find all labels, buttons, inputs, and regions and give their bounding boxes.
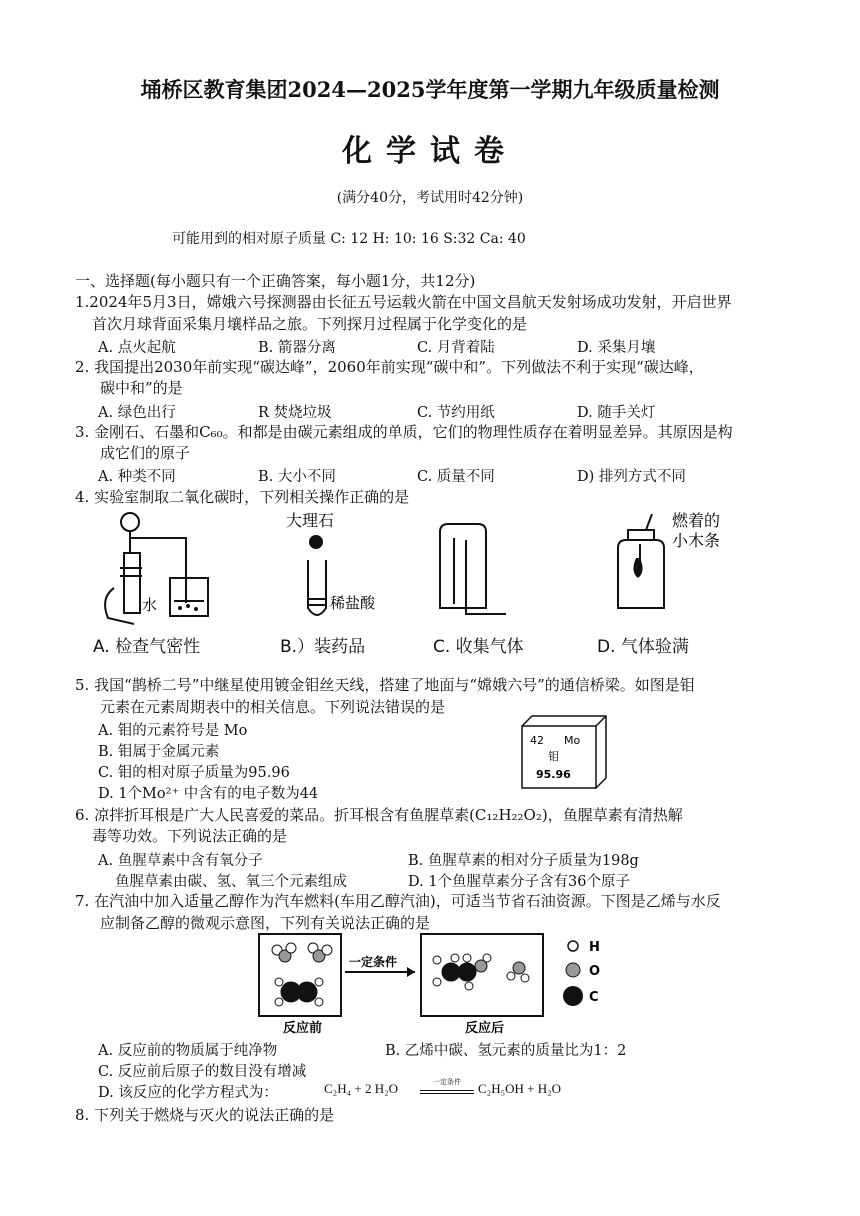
q2-option-c: C. 节约用纸 bbox=[417, 405, 495, 421]
equation-left: C₂H₄ + 2 H₂O bbox=[324, 1081, 399, 1096]
q4-stem-line1: 4. 实验室制取二氧化碳时，下列相关操作正确的是 bbox=[75, 488, 410, 506]
section-heading: 一、选择题(每小题只有一个正确答案，每小题1分，共12分) bbox=[75, 272, 476, 290]
q5-option-b: B. 钼属于金属元素 bbox=[98, 744, 220, 760]
condition-label: 一定条件 bbox=[349, 955, 398, 969]
element-number: 42 bbox=[530, 734, 544, 747]
test-tube bbox=[308, 560, 326, 615]
acid-liquid bbox=[309, 598, 325, 606]
label-burning-stick: 燃着的 bbox=[672, 511, 721, 530]
q4-caption-d: D. 气体验满 bbox=[597, 637, 689, 657]
q8-stem-line1: 8. 下列关于燃烧与灭火的说法正确的是 bbox=[75, 1106, 335, 1124]
q5-stem-line1: 5. 我国“鹊桥二号”中继星使用镀金钼丝天线，搭建了地面与“嫦娥六号”的通信桥梁。如图是钼 bbox=[75, 676, 695, 694]
q1-option-c: C. 月背着陆 bbox=[417, 340, 495, 356]
q2-option-a: A. 绿色出行 bbox=[98, 405, 176, 421]
q6-option-b: B. 鱼腥草素的相对分子质量为198g bbox=[408, 853, 639, 869]
element-name: 钼 bbox=[548, 750, 559, 763]
q1-option-a: A. 点火起航 bbox=[98, 340, 176, 356]
element-symbol: Mo bbox=[564, 734, 581, 747]
q6-option-d: D. 1个鱼腥草素分子含有36个原子 bbox=[408, 874, 631, 890]
q6-stem-line2: 毒等功效。下列说法正确的是 bbox=[92, 827, 288, 845]
q7-option-d: D. 该反应的化学方程式为： bbox=[98, 1085, 278, 1101]
q4-caption-a: A. 检查气密性 bbox=[93, 637, 201, 657]
label-water: 水 bbox=[142, 596, 158, 614]
q5-stem-line2: 元素在元素周期表中的相关信息。下列说法错误的是 bbox=[100, 698, 446, 716]
q2-option-d: D. 随手关灯 bbox=[577, 405, 656, 421]
carbon-atom-icon bbox=[563, 986, 583, 1006]
after-label: 反应后 bbox=[465, 1021, 505, 1035]
oxygen-atom-icon bbox=[566, 963, 580, 977]
q2-stem-line2: 碳中和”的是 bbox=[100, 379, 183, 397]
q3-stem-line1: 3. 金刚石、石墨和C₆₀。和都是由碳元素组成的单质，它们的物理性质存在着明显差异。其原因是构 bbox=[75, 423, 733, 441]
exam-subject: 化学试卷 bbox=[342, 134, 518, 169]
flame-icon bbox=[633, 558, 642, 578]
element-cell-molybdenum bbox=[512, 712, 612, 792]
q7-stem-line1: 7. 在汽油中加入适量乙醇作为汽车燃料(车用乙醇汽油)，可适当节省石油资源。下图是乙烯与水反 bbox=[75, 892, 721, 910]
q1-option-b: B. 箭器分离 bbox=[258, 340, 336, 356]
before-label: 反应前 bbox=[283, 1021, 323, 1035]
gas-bottle-down bbox=[440, 524, 506, 614]
q3-option-c: C. 质量不同 bbox=[417, 469, 495, 485]
q7-stem-line2: 应制备乙醇的微观示意图，下列有关说法正确的是 bbox=[100, 914, 431, 932]
q2-option-b: R 焚烧垃圾 bbox=[258, 405, 332, 421]
label-acid: 稀盐酸 bbox=[330, 594, 376, 612]
equation-condition: 一定条件 bbox=[433, 1078, 461, 1086]
q5-option-d: D. 1个Mo²⁺ 中含有的电子数为44 bbox=[98, 786, 319, 802]
q5-option-a: A. 钼的元素符号是 Mo bbox=[98, 723, 248, 739]
q7-option-b: B. 乙烯中碳、氢元素的质量比为1：2 bbox=[385, 1043, 627, 1059]
q4-caption-c: C. 收集气体 bbox=[433, 637, 524, 657]
q2-stem-line1: 2. 我国提出2030年前实现“碳达峰”，2060年前实现“碳中和”。下列做法不利于实现“碳达峰， bbox=[75, 358, 704, 376]
q3-option-d: D) 排列方式不同 bbox=[577, 469, 686, 485]
reaction-micro-diagram bbox=[255, 930, 605, 1035]
q1-stem-line2: 首次月球背面采集月壤样品之旅。下列探月过程属于化学变化的是 bbox=[92, 315, 528, 333]
exam-title: 埇桥区教育集团2024—2025学年度第一学期九年级质量检测 bbox=[140, 77, 720, 102]
q6-option-a: A. 鱼腥草素中含有氧分子 bbox=[98, 853, 263, 869]
legend-o: O bbox=[589, 964, 601, 979]
q7-option-c: C. 反应前后原子的数目没有增减 bbox=[98, 1064, 307, 1080]
beaker-bubbles bbox=[174, 600, 204, 611]
equation-right: C₂H₅OH + H₂O bbox=[478, 1081, 562, 1096]
exam-meta: (满分40分，考试用时42分钟) bbox=[336, 190, 524, 206]
marble-piece bbox=[309, 535, 323, 549]
q1-option-d: D. 采集月壤 bbox=[577, 340, 656, 356]
q6-option-c: 鱼腥草素由碳、氢、氧三个元素组成 bbox=[115, 874, 347, 890]
atomic-mass-note: 可能用到的相对原子质量 C: 12 H: 10: 16 S:32 Ca: 40 bbox=[172, 231, 526, 247]
q4-caption-b: B.）装药品 bbox=[280, 637, 366, 657]
q3-option-a: A. 种类不同 bbox=[98, 469, 176, 485]
label-burning-stick-2: 小木条 bbox=[672, 531, 721, 550]
q1-stem-line1: 1.2024年5月3日，嫦娥六号探测器由长征五号运载火箭在中国文昌航天发射场成功发射，开启世界 bbox=[75, 293, 732, 311]
q3-option-b: B. 大小不同 bbox=[258, 469, 336, 485]
q7-option-a: A. 反应前的物质属于纯净物 bbox=[98, 1043, 278, 1059]
label-marble: 大理石 bbox=[286, 511, 335, 530]
q6-stem-line1: 6. 凉拌折耳根是广大人民喜爱的菜品。折耳根含有鱼腥草素(C₁₂H₂₂O₂)，鱼腥草素有清热解 bbox=[75, 806, 683, 824]
q3-stem-line2: 成它们的原子 bbox=[100, 444, 191, 462]
q5-option-c: C. 钼的相对原子质量为95.96 bbox=[98, 765, 290, 781]
legend-h: H bbox=[589, 940, 600, 955]
hydrogen-atom-icon bbox=[568, 941, 578, 951]
element-mass: 95.96 bbox=[536, 768, 571, 781]
legend-c: C bbox=[589, 990, 599, 1005]
equation-equals bbox=[420, 1090, 474, 1094]
